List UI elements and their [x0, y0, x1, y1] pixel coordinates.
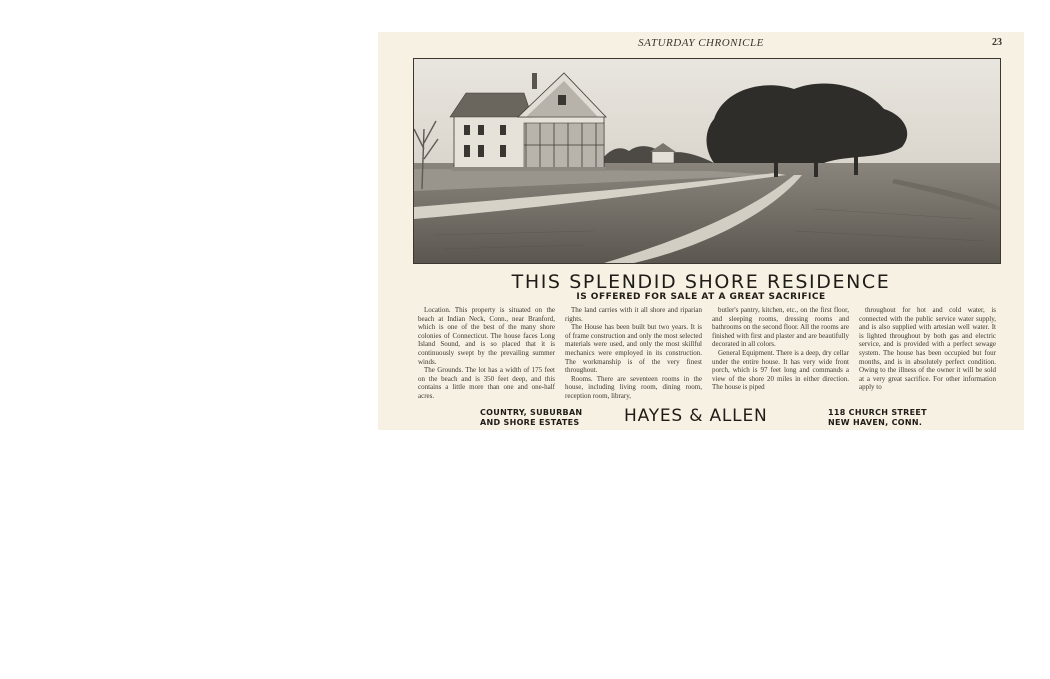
- advert-headline: THIS SPLENDID SHORE RESIDENCE: [511, 271, 891, 293]
- body-column-4: [859, 306, 996, 402]
- advertiser-footer: [418, 406, 996, 430]
- paragraph-rooms: Rooms. There are seventeen rooms in the house, including living room, dining room, reception room, library,: [565, 374, 702, 400]
- paragraph-location: Location. This property is situated on the beach at Indian Neck, Conn., near Branford, which is one of the best of the many shore colonies of Connecticut. The house faces Long Island Sound, and is so placed that it is continuously swept by the prevailing summer winds.: [418, 306, 555, 366]
- body-columns: [418, 306, 996, 402]
- footer-tagline-line-2: AND SHORE ESTATES: [480, 418, 580, 427]
- body-column-3: [712, 306, 849, 402]
- body-column-2: [565, 306, 702, 402]
- address-line-1: 118 CHURCH STREET: [828, 408, 927, 417]
- page-number: 23: [992, 37, 1002, 48]
- paragraph-utilities: throughout for hot and cold water, is connected with the public service water supply, and is also supplied with artesian well water. It is lighted throughout by both gas and electric service, and is provided with a perfect sewage system. The house has been occupied but four months, and is in absolutely perfect condition. Owing to the illness of the owner it will be sold at a very great sacrifice. For other information apply to: [859, 306, 996, 392]
- paragraph-riparian: The land carries with it all shore and riparian rights.: [565, 306, 702, 323]
- body-column-1: [418, 306, 555, 402]
- address-line-2: NEW HAVEN, CONN.: [828, 418, 923, 427]
- paragraph-house: The House has been built but two years. It is of frame construction and only the most selected materials were used, and only the most skillful mechanics were employed in its construction. The workmanship is of the very finest throughout.: [565, 323, 702, 375]
- running-title: SATURDAY CHRONICLE: [638, 37, 764, 49]
- footer-tagline: [480, 408, 582, 428]
- advertiser-address: [828, 408, 927, 428]
- paragraph-grounds: The Grounds. The lot has a width of 175 feet on the beach and is 350 feet deep, and this contains a little more than one and one-half acres.: [418, 366, 555, 400]
- advert-subheadline: IS OFFERED FOR SALE AT A GREAT SACRIFICE: [576, 292, 826, 302]
- advertiser-name: HAYES & ALLEN: [624, 406, 768, 426]
- residence-photo-illustration: [414, 59, 1000, 263]
- magazine-page: [378, 32, 1024, 430]
- residence-photograph: [413, 58, 1001, 264]
- footer-tagline-line-1: COUNTRY, SUBURBAN: [480, 408, 583, 417]
- paragraph-rooms-continued: butler's pantry, kitchen, etc., on the first floor, and sleeping rooms, dressing rooms and bathrooms on the second floor. All the rooms are finished with first and plaster and are beautifully decorated in all colors.: [712, 306, 849, 349]
- paragraph-equipment: General Equipment. There is a deep, dry cellar under the entire house. It has very wide front porch, which is 97 feet long and commands a view of the shore 20 miles in either direction. The house is piped: [712, 348, 849, 392]
